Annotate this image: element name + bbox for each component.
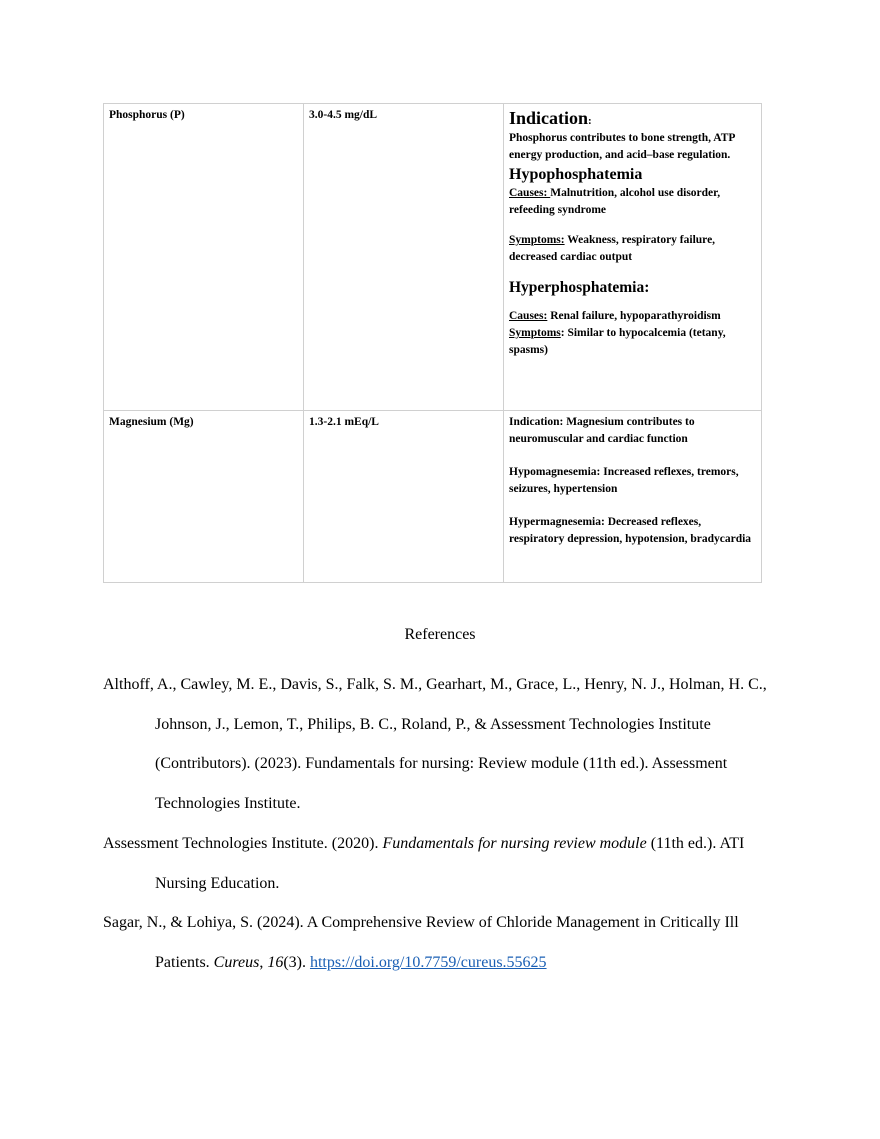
indication-text: Indication: Magnesium contributes to neuromuscular and cardiac function xyxy=(509,416,695,445)
electrolyte-name-text: Magnesium (Mg) xyxy=(109,416,194,428)
hyper-text: Hypermagnesemia: Decreased reflexes, respiratory depression, hypotension, bradycardia xyxy=(509,516,752,545)
hyper-causes-label: Causes: xyxy=(509,310,548,322)
reference-item: Althoff, A., Cawley, M. E., Davis, S., Falk, S. M., Gearhart, M., Grace, L., Henry, N. J., Holman, H. C., Johnson, J., Lemon, T., Philips, B. C., Roland, P., & Assessment Technologies Institute (Contributors). (2023). Fundamentals for nursing: Review module (11th ed.). Assessment Technologies Institute. xyxy=(103,676,767,813)
indication-colon: : xyxy=(588,115,592,127)
hyper-symptoms xyxy=(509,325,756,359)
hyper-causes-text: Renal failure, hypoparathyroidism xyxy=(547,310,721,322)
hypo-causes xyxy=(509,185,756,219)
normal-range-text: 1.3-2.1 mEq/L xyxy=(309,416,379,428)
hypo-heading: Hypophosphatemia xyxy=(509,166,643,183)
reference-text: Sagar, N., & Lohiya, S. (2024). A Comprehensive Review of Chloride Management in Critically Ill Patients. xyxy=(103,914,739,971)
reference-volume: 16 xyxy=(267,953,284,971)
hyper-symptoms-label: Symptoms xyxy=(509,327,561,339)
hypo-text: Hypomagnesemia: Increased reflexes, tremors, seizures, hypertension xyxy=(509,466,739,495)
reference-text: (3). xyxy=(283,953,310,971)
hypo-symptoms xyxy=(509,232,756,266)
reference-journal: Cureus xyxy=(213,953,260,971)
reference-book-title: Fundamentals for nursing review module xyxy=(382,834,647,852)
hypo-causes-label: Causes: xyxy=(509,187,551,199)
references-title: References xyxy=(404,626,476,643)
reference-text: , xyxy=(259,953,268,971)
normal-range xyxy=(304,411,504,583)
table-row-magnesium xyxy=(104,411,762,583)
indication-heading: Indication xyxy=(509,108,589,128)
hyper-heading: Hyperphosphatemia: xyxy=(509,279,650,296)
indication-text: Phosphorus contributes to bone strength, ATP energy production, and acid–base regulation. xyxy=(509,132,735,161)
electrolyte-name-text: Phosphorus (P) xyxy=(109,109,185,121)
description-cell xyxy=(504,411,762,583)
reference-text: Assessment Technologies Institute. (2020). xyxy=(103,834,383,852)
description-cell xyxy=(504,104,762,411)
electrolyte-table xyxy=(103,103,762,583)
doi-link[interactable]: https://doi.org/10.7759/cureus.55625 xyxy=(309,953,547,971)
reference-list xyxy=(103,665,783,983)
reference-item xyxy=(103,824,783,903)
hyper-causes xyxy=(509,308,756,325)
normal-range-text: 3.0-4.5 mg/dL xyxy=(309,109,378,121)
hypo-symptoms-label: Symptoms: xyxy=(509,234,565,246)
table-row-phosphorus xyxy=(104,104,762,411)
reference-item xyxy=(103,903,783,982)
hypo-causes-text: Malnutrition, alcohol use disorder, refeeding syndrome xyxy=(509,187,721,216)
electrolyte-name xyxy=(104,411,304,583)
hypo-symptoms-text: Weakness, respiratory failure, decreased cardiac output xyxy=(509,234,716,263)
reference-text: (11th ed.). ATI Nursing Education. xyxy=(155,834,745,892)
electrolyte-name xyxy=(104,104,304,411)
normal-range xyxy=(304,104,504,411)
hyper-symptoms-text: : Similar to hypocalcemia (tetany, spasms) xyxy=(509,327,726,356)
